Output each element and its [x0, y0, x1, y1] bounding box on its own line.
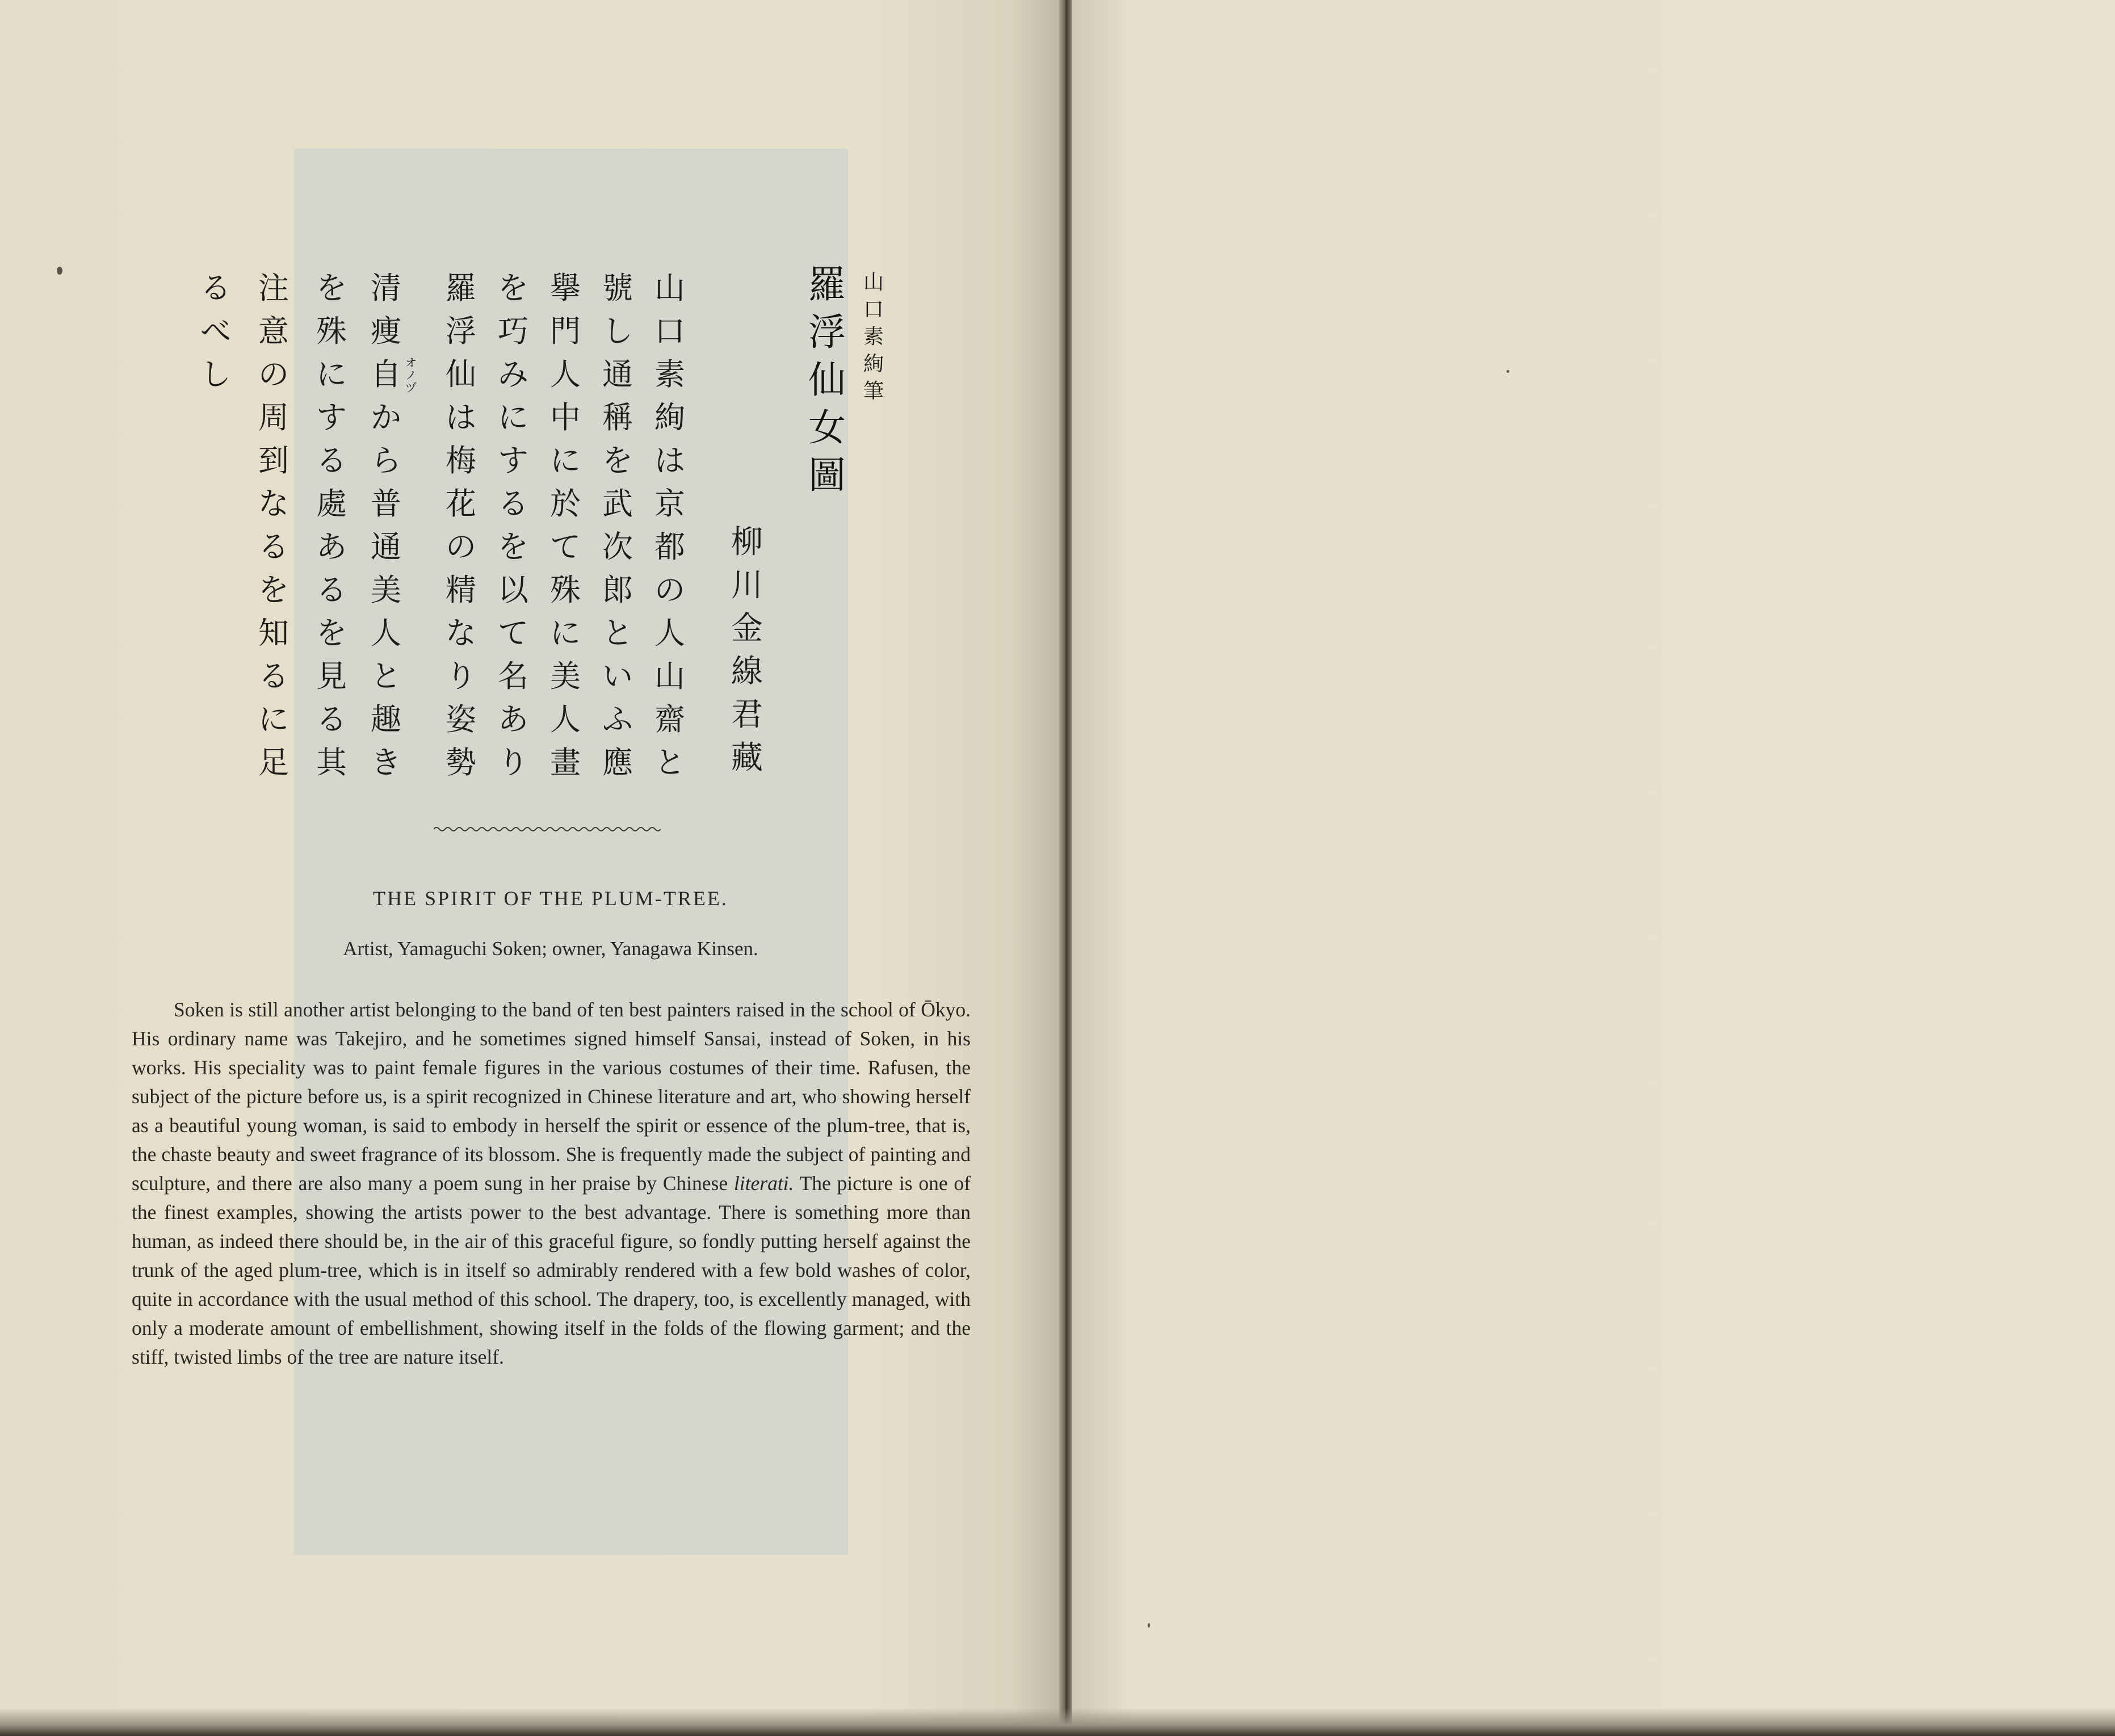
jp-column-5: 羅浮仙は梅花の精なり姿勢 [446, 270, 476, 780]
jp-column-7: を殊にする處あるを見る其 [316, 270, 347, 780]
jp-ruby: オノヅ [405, 356, 417, 394]
paper-speck [1506, 370, 1509, 373]
page-bottom-edge [0, 1708, 2115, 1736]
body-text-part-1: Soken is still another artist belonging to the band of ten best painters raised in the school of Ōkyo. His ordinary name was Takejiro, and he sometimes signed himself Sansai, instead of Soken, in his works. His speciality was to paint female figures in the various costumes of their time. Rafusen, the subject of the picture before us, is a spirit recognized in Chinese literature and art, who showing herself as a beautiful young woman, is said to embody in herself the spirit or essence of the plum-tree, that is, the chaste beauty and sweet fragrance of its blossom. She is frequently made the subject of painting and sculpture, and there are also many a poem sung in her praise by Chinese [132, 998, 971, 1195]
english-credit: Artist, Yamaguchi Soken; owner, Yanagawa Kinsen. [343, 938, 758, 960]
right-page-blank [1072, 0, 2115, 1736]
jp-title: 羅浮仙女圖 [808, 263, 846, 497]
jp-column-9: るべし [200, 270, 231, 392]
jp-column-6: 清痩自から普通美人と趣き [371, 270, 401, 780]
paper-speck [57, 267, 62, 275]
jp-column-2: 號し通稱を武次郎といふ應 [602, 270, 633, 780]
book-gutter [1059, 0, 1072, 1736]
english-body [132, 995, 971, 1372]
body-text-italic: literati. [733, 1172, 794, 1195]
jp-column-8: 注意の周到なるを知るに足 [258, 270, 289, 780]
jp-column-4: を巧みにするを以て名あり [498, 270, 528, 780]
jp-artist-credit: 山口素絢筆 [863, 271, 884, 403]
english-title: THE SPIRIT OF THE PLUM-TREE. [373, 887, 728, 910]
jp-column-3: 擧門人中に於て殊に美人畫 [550, 270, 581, 780]
jp-owner: 柳川金線君藏 [731, 524, 763, 776]
paper-speck [1148, 1623, 1150, 1628]
body-text-part-2: The picture is one of the finest examples, showing the artists power to the best advantage. There is something more than human, as indeed there should be, in the air of this graceful figure, so fondly putting herself against the trunk of the aged plum-tree, which is in itself so admirably rendered with a few bold washes of color, quite in accordance with the usual method of this school. The drapery, too, is excellently managed, with only a moderate amount of embellishment, showing itself in the folds of the flowing garment; and the stiff, twisted limbs of the tree are nature itself. [132, 1172, 971, 1368]
wavy-divider [434, 825, 661, 833]
jp-column-1: 山口素絢は京都の人山齋と [654, 270, 685, 780]
